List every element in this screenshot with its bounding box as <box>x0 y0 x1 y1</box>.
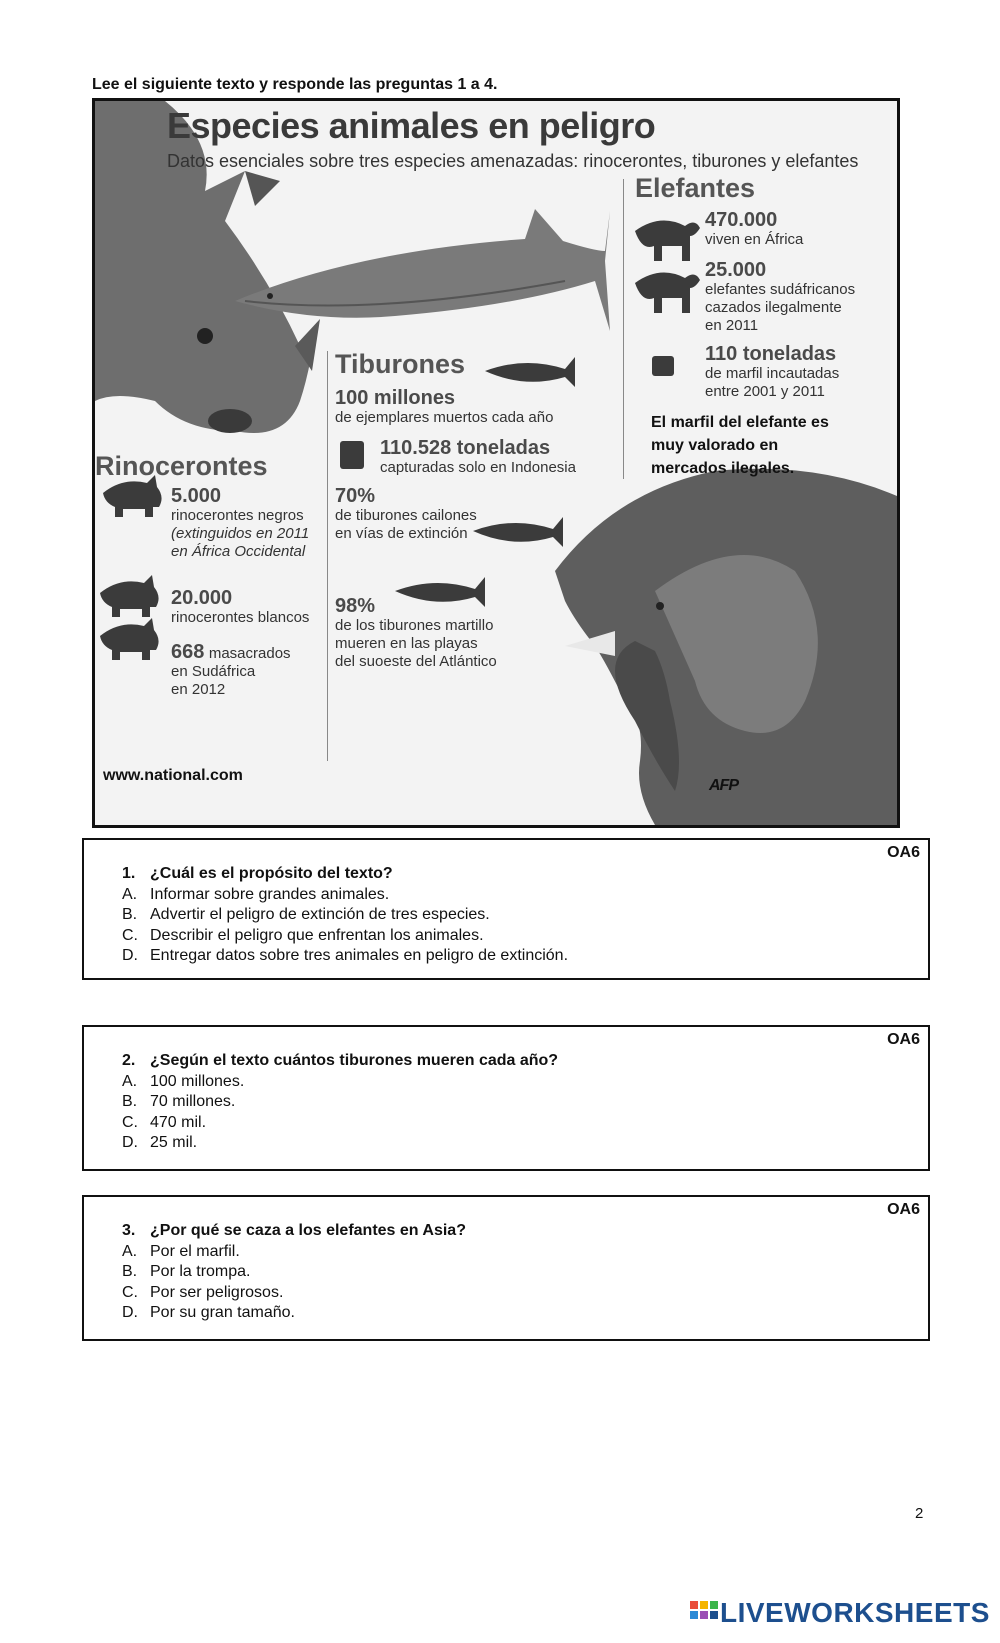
elefantes-divider <box>623 179 624 479</box>
question-1-content <box>122 864 568 967</box>
ivory-bag-icon <box>652 356 674 376</box>
question-1-tag: OA6 <box>887 844 920 861</box>
question-2-option-c[interactable]: C. 470 mil. <box>122 1113 207 1131</box>
question-3-option-b[interactable]: B. Por la trompa. <box>122 1263 251 1280</box>
question-2-option-a[interactable]: A. 100 millones. <box>122 1072 245 1090</box>
question-3-text: 3. ¿Por qué se caza a los elefantes en Asia? <box>122 1222 466 1239</box>
infographic <box>92 98 900 828</box>
question-1-text: 1. ¿Cuál es el propósito del texto? <box>122 865 393 882</box>
shark-icon-2 <box>473 517 563 547</box>
tiburones-stat-3: 70% de tiburones cailones en vías de extinción <box>335 485 477 542</box>
afp-logo: AFP <box>709 777 738 794</box>
question-1-option-d[interactable]: D. Entregar datos sobre tres animales en peligro de extinción. <box>122 947 569 964</box>
elephant-icon <box>635 221 700 261</box>
liveworksheets-logo <box>690 1597 990 1629</box>
source-url: www.national.com <box>103 767 243 784</box>
shark-icon <box>485 357 575 387</box>
tiburones-stat-2: 110.528 toneladas capturadas solo en Indonesia <box>380 437 576 476</box>
infographic-subtitle: Datos esenciales sobre tres especies amenazadas: rinocerontes, tiburones y elefantes <box>167 151 859 171</box>
question-1-option-c[interactable]: C. Describir el peligro que enfrentan los animales. <box>122 926 484 944</box>
rinocerontes-heading: Rinocerontes <box>95 451 268 481</box>
tiburones-divider <box>327 351 328 761</box>
question-1-option-b[interactable]: B. Advertir el peligro de extinción de tres especies. <box>122 906 490 923</box>
liveworksheets-icon <box>690 1599 720 1627</box>
elefantes-stat-2: 25.000 elefantes sudáfricanos cazados ilegalmente en 2011 <box>705 259 856 334</box>
question-3-option-c[interactable]: C. Por ser peligrosos. <box>122 1283 284 1301</box>
liveworksheets-wordmark: LIVEWORKSHEETS <box>720 1597 990 1628</box>
question-3-option-a[interactable]: A. Por el marfil. <box>122 1242 240 1260</box>
question-2-text: 2. ¿Según el texto cuántos tiburones mueren cada año? <box>122 1052 559 1069</box>
elefantes-note: El marfil del elefante es muy valorado en mercados ilegales. <box>651 414 829 477</box>
fish-bag-icon <box>340 441 364 469</box>
rhino-target-icon <box>100 618 159 660</box>
tiburones-heading: Tiburones <box>335 349 466 379</box>
question-2-option-d[interactable]: D. 25 mil. <box>122 1134 198 1151</box>
question-3-tag: OA6 <box>887 1201 920 1218</box>
page-number: 2 <box>915 1505 924 1522</box>
question-2-tag: OA6 <box>887 1031 920 1048</box>
elefantes-stat-3: 110 toneladas de marfil incautadas entre 2001 y 2011 <box>705 343 840 400</box>
question-3-option-d[interactable]: D. Por su gran tamaño. <box>122 1304 295 1321</box>
tiburones-stat-4: 98% de los tiburones martillo mueren en las playas del suoeste del Atlántico <box>335 595 497 670</box>
elephant-target-icon <box>635 273 700 313</box>
rinocerontes-stat-2: 20.000 rinocerontes blancos <box>171 587 310 626</box>
shark-illustration <box>235 209 610 331</box>
elephant-illustration <box>555 469 897 825</box>
question-box-3 <box>82 1195 930 1341</box>
question-3-content <box>122 1221 466 1324</box>
question-box-2 <box>82 1025 930 1171</box>
instruction-text: Lee el siguiente texto y responde las preguntas 1 a 4. <box>92 76 498 93</box>
question-2-content <box>122 1051 558 1154</box>
question-box-1 <box>82 838 930 980</box>
question-2-option-b[interactable]: B. 70 millones. <box>122 1093 236 1110</box>
rinocerontes-stat-3: 668 masacrados en Sudáfrica en 2012 <box>171 641 291 698</box>
rinocerontes-stat-1: 5.000 rinocerontes negros (extinguidos en 2011 en África Occidental <box>171 485 310 560</box>
elefantes-heading: Elefantes <box>635 173 756 203</box>
question-1-option-a[interactable]: A. Informar sobre grandes animales. <box>122 885 390 903</box>
elefantes-stat-1: 470.000 viven en África <box>705 209 804 248</box>
infographic-title: Especies animales en peligro <box>167 105 656 146</box>
tiburones-stat-1: 100 millones de ejemplares muertos cada año <box>335 387 554 426</box>
white-rhino-icon <box>100 575 159 617</box>
